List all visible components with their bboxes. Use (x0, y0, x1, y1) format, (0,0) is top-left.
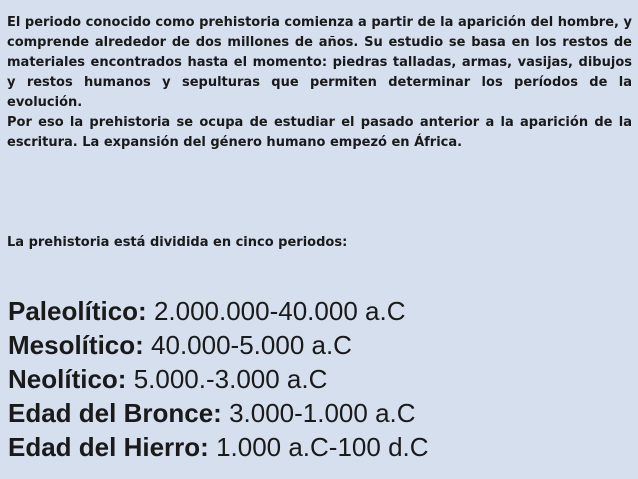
period-name: Paleolítico: (8, 296, 147, 326)
period-range: 2.000.000-40.000 a.C (153, 296, 406, 326)
period-name: Edad del Hierro: (8, 432, 209, 462)
period-item (8, 362, 638, 396)
intro-paragraph-2: Por eso la prehistoria se ocupa de estudiar el pasado anterior a la aparición de la escritura. La expansión del género humano empezó en África. (7, 115, 632, 150)
period-range: 5.000.-3.000 a.C (133, 364, 328, 394)
intro-paragraph-1: El periodo conocido como prehistoria comienza a partir de la aparición del hombre, y comprende alrededor de dos millones de años. Su estudio se basa en los restos de materiales encontrados hasta el momento: piedras talladas, armas, vasijas, dibujos y restos humanos y sepulturas que permiten determinar los períodos de la evolución. (7, 15, 632, 110)
period-item (8, 328, 638, 362)
periods-list (8, 294, 638, 464)
period-item (8, 294, 638, 328)
period-name: Neolítico: (8, 364, 127, 394)
periods-heading: La prehistoria está dividida en cinco periodos: (7, 235, 348, 250)
period-name: Mesolítico: (8, 330, 144, 360)
period-range: 3.000-1.000 a.C (229, 398, 416, 428)
intro-text (7, 13, 632, 153)
period-name: Edad del Bronce: (8, 398, 222, 428)
period-range: 1.000 a.C-100 d.C (216, 432, 429, 462)
period-range: 40.000-5.000 a.C (151, 330, 352, 360)
period-item (8, 396, 638, 430)
period-item (8, 430, 638, 464)
